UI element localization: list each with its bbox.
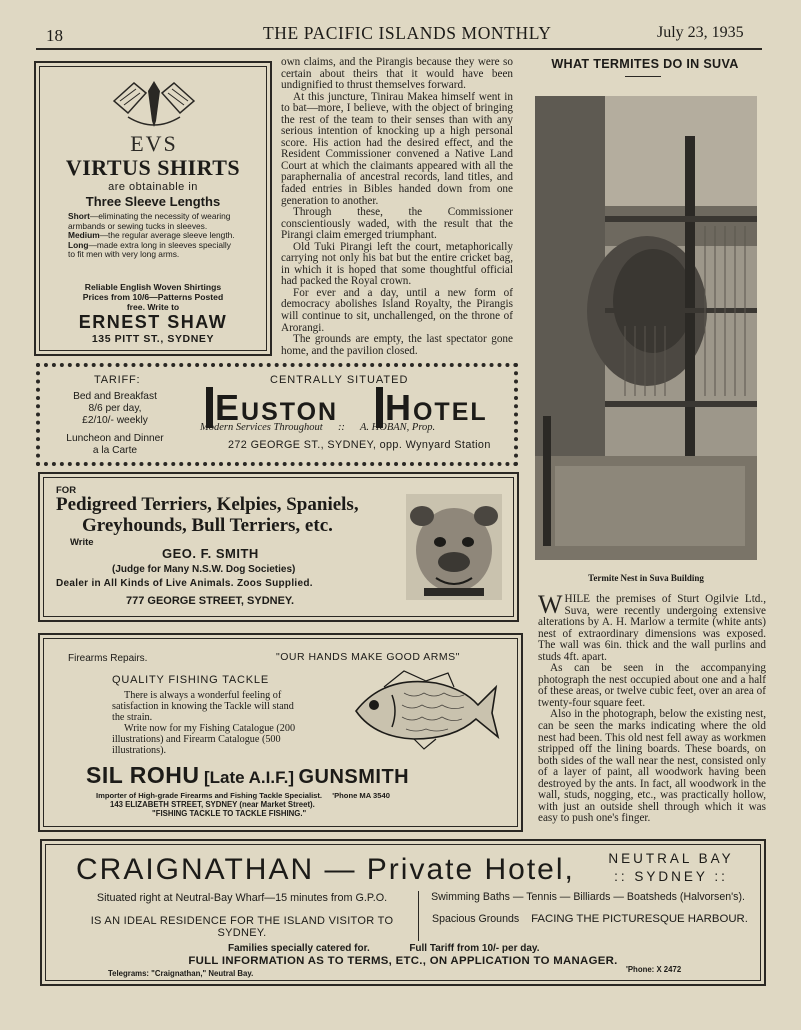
silrohu-late: [Late A.I.F.] xyxy=(203,768,294,787)
long-text: —made extra long in sleeves specially to fit men with very long arms. xyxy=(68,239,231,260)
silrohu-importer: Importer of High-grade Firearms and Fishing Tackle Specialist. xyxy=(96,791,323,800)
virtus-title: VIRTUS SHIRTS xyxy=(65,155,241,180)
termites-para-1: HILE the premises of Sturt Ogilvie Ltd., Suva, were recently undergoing extensive alterations by A. H. Marlow a termite (white ants) nest of extraordinary dimensions was exposed. The wall was 6in. thick and the wall purlins and studs 4ft. apart. xyxy=(538,593,766,663)
terriers-write: Write xyxy=(70,537,94,548)
craignathan-full-info: FULL INFORMATION AS TO TERMS, ETC., ON APPLICATION TO MANAGER. xyxy=(188,955,618,967)
virtus-logo xyxy=(106,71,202,157)
termites-para-2: As can be seen in the accompanying photograph the nest occupied about one and a half of these areas, or twelve cubic feet, over an area of twenty-four square feet. xyxy=(538,662,766,709)
short-label: Short xyxy=(68,211,90,221)
craignathan-ideal: IS AN IDEAL RESIDENCE FOR THE ISLAND VISITOR TO SYDNEY. xyxy=(90,915,394,939)
termites-title-rule xyxy=(625,76,661,77)
fish-illustration xyxy=(344,665,500,751)
craignathan-title: CRAIGNATHAN — Private Hotel, xyxy=(76,853,575,886)
terriers-address: 777 GEORGE STREET, SYDNEY. xyxy=(126,595,295,607)
header-rule xyxy=(36,48,762,50)
silrohu-body: There is always a wonderful feeling of satisfaction in knowing the Tackle will stand the strain. Write now for my Fishing Catalogue (200 illustrations) and Firearm Catalogue (500 illustrations). xyxy=(112,690,296,756)
virtus-sleeves xyxy=(68,212,238,260)
euston-h-cap: H xyxy=(376,387,413,428)
silrohu-repairs: Firearms Repairs. xyxy=(68,653,148,664)
terriers-for: FOR xyxy=(56,485,77,496)
craignathan-tariff: Full Tariff from 10/- per day. xyxy=(409,943,540,954)
virtus-reliable: Reliable English Woven Shirtings Prices from 10/6—Patterns Posted free. Write to xyxy=(82,282,224,312)
bulldog-picture xyxy=(406,494,502,600)
virtus-shirts-ad xyxy=(34,61,272,356)
craignathan-families: Families specially catered for. xyxy=(228,943,370,954)
craignathan-phone: 'Phone: X 2472 xyxy=(626,965,682,974)
euston-address: 272 GEORGE ST., SYDNEY, opp. Wynyard Station xyxy=(228,439,491,451)
termites-caption: Termite Nest in Suva Building xyxy=(588,573,704,583)
article-para-1: own claims, and the Pirangis because they were so certain about theirs that it would have been undignified to thrust themselves forward. xyxy=(281,56,513,92)
silrohu-name-line xyxy=(86,762,409,789)
termite-nest-photo xyxy=(535,96,757,560)
silrohu-address: 143 ELIZABETH STREET, SYDNEY (near Market Street). xyxy=(110,800,315,809)
termites-title: WHAT TERMITES DO IN SUVA xyxy=(551,57,739,71)
silrohu-gunsmith: GUNSMITH xyxy=(298,766,410,788)
craignathan-spacious: Spacious Grounds xyxy=(432,913,520,925)
sil-rohu-ad xyxy=(38,633,523,832)
virtus-address: 135 PITT ST., SYDNEY xyxy=(91,333,215,345)
termites-drop-cap: W xyxy=(538,590,563,619)
long-label: Long xyxy=(68,239,89,250)
craignathan-neutral: NEUTRAL BAY xyxy=(608,851,734,866)
terriers-name: GEO. F. SMITH xyxy=(162,546,259,561)
craignathan-telegrams: Telegrams: "Craignathan," Neutral Bay. xyxy=(108,969,254,978)
silrohu-quality: QUALITY FISHING TACKLE xyxy=(112,674,269,686)
article-para-2: At this juncture, Tinirau Makea himself went in to bat—more, I believe, with the object of bringing the rest of the team to their senses than with any serious intention of knocking up a high personal score. His action had the desired effect, and the Resident Commissioner convened a Native Land Court at which the claimants appeared with all the paraphernalia of ancestral records, land titles, and faded entries in Bibles handed down from one generation to another. xyxy=(281,90,513,207)
article-continued xyxy=(281,57,513,357)
silrohu-slogan: "OUR HANDS MAKE GOOD ARMS" xyxy=(276,651,460,663)
craignathan-sydney: :: SYDNEY :: xyxy=(614,869,728,884)
craignathan-location xyxy=(596,850,746,886)
euston-name-2: OTEL xyxy=(412,398,488,426)
medium-label: Medium xyxy=(68,230,100,241)
terriers-line2: Greyhounds, Bull Terriers, etc. xyxy=(82,515,333,536)
euston-dining: Luncheon and Dinner a la Carte xyxy=(66,433,164,456)
termites-article xyxy=(538,590,766,825)
terriers-line1: Pedigreed Terriers, Kelpies, Spaniels, xyxy=(56,494,359,515)
termites-para-3: Also in the photograph, below the existing nest, can be seen the marks indicating where the old nest had been. This old nest fell away as workmen stripped off the lining boards. These boards, on both sides of the wall near the nest, consisted only of a layer of paint, all woodwork having been destroyed by the ants. In fact, all woodwork in the wall, studs, nogging, etc., was practically hollow, with just an outside shell through which it was easy to push one's finger. xyxy=(538,708,766,825)
craignathan-facing: FACING THE PICTURESQUE HARBOUR. xyxy=(531,913,748,925)
euston-modern: Modern Services Throughout :: A. HOBAN, Prop. xyxy=(200,422,436,433)
euston-centrally: CENTRALLY SITUATED xyxy=(270,374,409,386)
terriers-judge: (Judge for Many N.S.W. Dog Societies) xyxy=(112,564,296,575)
virtus-ernest-shaw: ERNEST SHAW xyxy=(78,312,228,332)
euston-hotel-ad xyxy=(36,363,518,466)
euston-e-cap: E xyxy=(206,387,241,428)
silrohu-motto: "FISHING TACKLE TO TACKLE FISHING." xyxy=(152,809,307,818)
craignathan-ad xyxy=(40,839,766,986)
article-para-5: For ever and a day, until a new form of democracy abolishes Island Royalty, the Pirangis will continue to sit, unchallenged, on the throne of Arorangi. xyxy=(281,286,513,334)
craignathan-grounds-line xyxy=(432,913,752,925)
craignathan-situated: Situated right at Neutral-Bay Wharf—15 minutes from G.P.O. xyxy=(96,892,388,904)
euston-tariff: TARIFF: xyxy=(94,374,141,386)
article-para-4: Old Tuki Pirangi left the court, metaphorically carrying not only his bat but the entire cricket bag, in which it is hoped that some thoughtful official had packed the Royal crown. xyxy=(281,240,513,288)
craignathan-families-line xyxy=(228,943,540,954)
virtus-line1: are obtainable in xyxy=(108,181,198,193)
article-para-3: Through these, the Commissioner conscientiously waded, with the result that the Pirangi claim emerged triumphant. xyxy=(281,206,513,242)
silrohu-name: SIL ROHU xyxy=(86,762,200,788)
page-number: 18 xyxy=(46,26,63,45)
issue-date: July 23, 1935 xyxy=(657,24,744,41)
euston-name-1: USTON xyxy=(241,398,339,426)
article-para-6: The grounds are empty, the last spectator gone home, and the pavilion closed. xyxy=(281,333,513,357)
terriers-ad xyxy=(38,472,519,622)
virtus-line2: Three Sleeve Lengths xyxy=(85,194,221,209)
short-text: —eliminating the necessity of wearing armbands or sewing tucks in sleeves. xyxy=(68,211,231,231)
silrohu-phone: 'Phone MA 3540 xyxy=(332,791,390,800)
terriers-dealer: Dealer in All Kinds of Live Animals. Zoos Supplied. xyxy=(56,578,313,589)
magazine-title: THE PACIFIC ISLANDS MONTHLY xyxy=(263,23,552,43)
silrohu-importer-line xyxy=(96,791,390,800)
euston-tariff-details: Bed and Breakfast 8/6 per day, £2/10/- weekly xyxy=(73,391,157,426)
medium-text: —the regular average sleeve length. xyxy=(99,230,235,241)
virtus-logo-letters: EVS xyxy=(130,131,178,156)
craignathan-swimming: Swimming Baths — Tennis — Billiards — Boatsheds (Halvorsen's). xyxy=(431,891,745,903)
craignathan-divider xyxy=(418,891,419,941)
